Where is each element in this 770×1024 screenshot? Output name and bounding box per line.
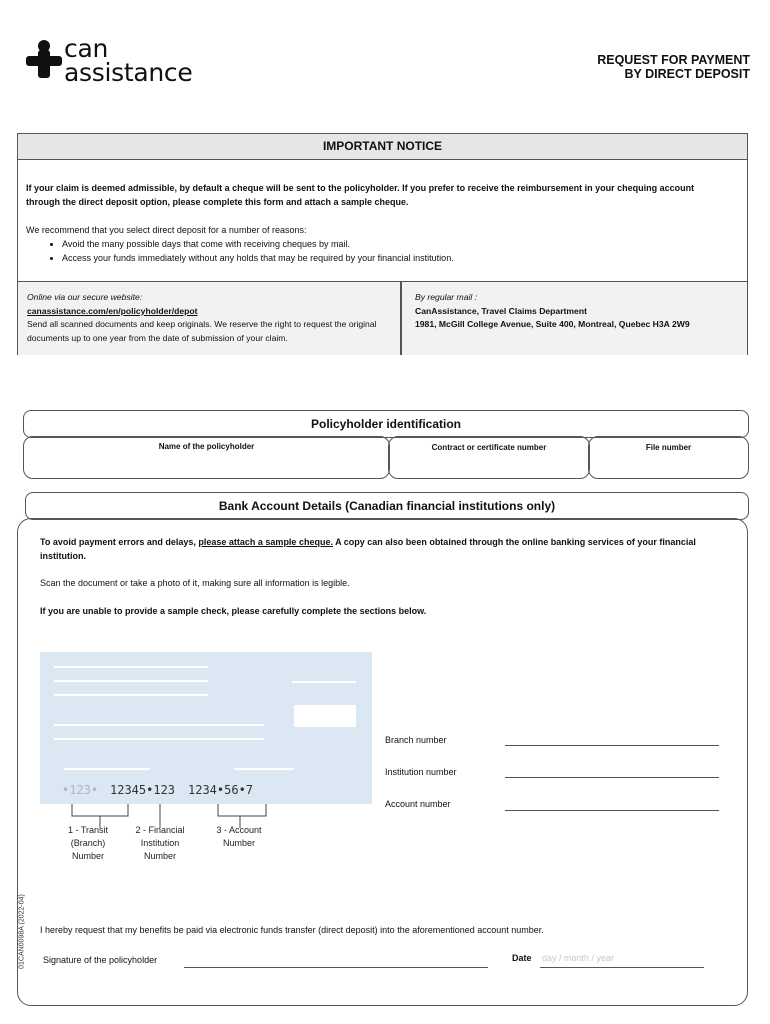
institution-number-input[interactable]: [505, 777, 719, 778]
micr-account: 1234•56•7: [188, 783, 254, 797]
notice-bullet: • Access your funds immediately without any holds that may be required by your financial institution.: [62, 251, 726, 265]
manual-instructions: If you are unable to provide a sample check, please carefully complete the sections below.: [40, 606, 427, 616]
date-input-placeholder[interactable]: day / month / year: [542, 953, 615, 963]
mail-submission: [415, 291, 690, 332]
caption-institution: 2 - Financial Institution Number: [135, 825, 185, 861]
policyholder-heading: Policyholder identification: [23, 410, 749, 438]
logo-wordmark: can assistance: [64, 34, 193, 87]
scan-instructions: Scan the document or take a photo of it, making sure all information is legible.: [40, 578, 350, 588]
institution-number-label: Institution number: [385, 767, 457, 777]
mail-line2: 1981, McGill College Avenue, Suite 400, Montreal, Quebec H3A 2W9: [415, 319, 690, 329]
attach-cheque-note: please attach a sample cheque.: [198, 537, 333, 547]
date-input[interactable]: [540, 967, 704, 968]
file-number-field[interactable]: [588, 436, 749, 479]
authorization-text: I hereby request that my benefits be paid via electronic funds transfer (direct deposit) into the aforementioned account number.: [40, 925, 544, 935]
mail-label: By regular mail :: [415, 292, 478, 302]
online-label: Online via our secure website:: [27, 292, 143, 302]
mail-line1: CanAssistance, Travel Claims Department: [415, 305, 587, 316]
sample-cheque-image: [40, 652, 372, 804]
bank-instructions: To avoid payment errors and delays, please attach a sample cheque. A copy can also been obtained through the online banking services of your financial institution.: [40, 537, 696, 561]
notice-bullet: • Avoid the many possible days that come with receiving cheques by mail.: [62, 237, 726, 251]
signature-label: Signature of the policyholder: [43, 955, 158, 965]
account-number-label: Account number: [385, 799, 451, 809]
signature-input[interactable]: [184, 967, 488, 968]
document-title: REQUEST FOR PAYMENT BY DIRECT DEPOSIT: [597, 53, 750, 81]
notice-heading: IMPORTANT NOTICE: [18, 134, 747, 160]
account-number-input[interactable]: [505, 810, 719, 811]
policyholder-name-field[interactable]: [23, 436, 390, 479]
notice-intro: If your claim is deemed admissible, by default a cheque will be sent to the policyholder. If you prefer to receive the reimbursement in your chequing account through the direct deposit option, please complete this form and attach a sample cheque.: [26, 183, 695, 207]
form-code: 01CAN0098A (2022-04): [18, 894, 26, 969]
notice-recommend: We recommend that you select direct deposit for a number of reasons:: [26, 225, 307, 235]
micr-transit-institution: 12345•123: [110, 783, 176, 797]
date-label: Date: [512, 953, 532, 963]
notice-bullets: [26, 237, 726, 265]
submission-methods: [18, 281, 747, 355]
important-notice: [17, 133, 748, 355]
contract-label: Contract or certificate number: [431, 443, 547, 452]
file-label: File number: [645, 443, 692, 452]
branch-number-label: Branch number: [385, 735, 447, 745]
caption-account: 3 - Account Number: [216, 825, 262, 848]
logo-cross-icon: [26, 40, 62, 78]
bank-heading: Bank Account Details (Canadian financial institutions only): [25, 492, 749, 520]
caption-transit: 1 - Transit (Branch) Number: [67, 825, 108, 861]
name-label: Name of the policyholder: [158, 442, 255, 451]
contract-number-field[interactable]: [388, 436, 590, 479]
micr-cheque-number: •123•: [62, 783, 99, 797]
online-text: Send all scanned documents and keep originals. We reserve the right to request the original documents up to one year from the date of submission of your claim.: [27, 319, 377, 343]
branch-number-input[interactable]: [505, 745, 719, 746]
online-link[interactable]: canassistance.com/en/policyholder/depot: [27, 305, 198, 316]
divider: [400, 282, 402, 355]
online-submission: [27, 291, 397, 345]
